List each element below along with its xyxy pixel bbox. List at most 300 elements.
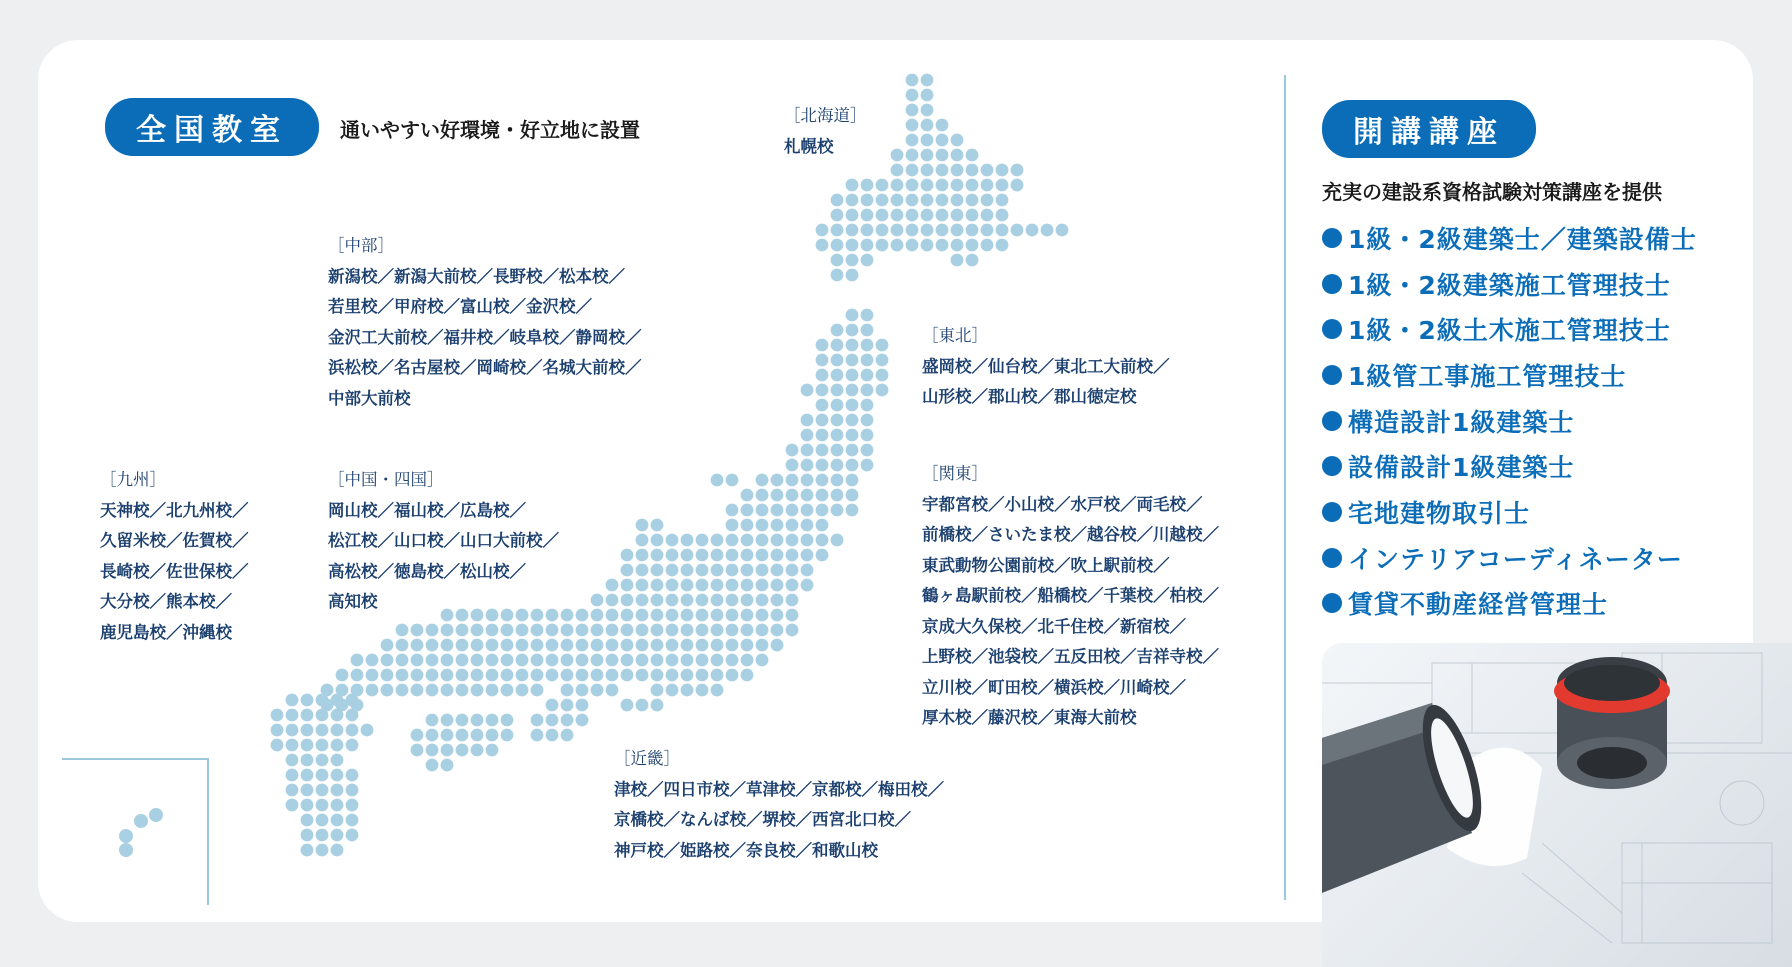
map-dot: [606, 594, 619, 607]
map-dot: [426, 654, 439, 667]
map-dot: [756, 534, 769, 547]
map-dot: [846, 504, 859, 517]
map-dot: [666, 564, 679, 577]
map-dot: [531, 624, 544, 637]
map-dot: [396, 669, 409, 682]
map-dot: [696, 684, 709, 697]
map-dot: [741, 534, 754, 547]
map-dot: [921, 209, 934, 222]
map-dot: [921, 224, 934, 237]
map-dot: [576, 699, 589, 712]
map-dot: [846, 474, 859, 487]
map-dot: [846, 414, 859, 427]
region-kanto: [922, 459, 1219, 734]
map-dot: [301, 754, 314, 767]
map-dot: [411, 744, 424, 757]
map-dot: [456, 654, 469, 667]
map-dot: [831, 339, 844, 352]
map-dot: [816, 549, 829, 562]
map-dot: [831, 429, 844, 442]
map-dot: [546, 729, 559, 742]
map-dot: [486, 744, 499, 757]
map-dot: [456, 624, 469, 637]
map-dot: [381, 639, 394, 652]
map-dot: [636, 534, 649, 547]
region-name: ［九州］: [100, 470, 166, 489]
map-dot: [771, 564, 784, 577]
map-dot: [861, 179, 874, 192]
map-dot: [801, 504, 814, 517]
course-label: 宅地建物取引士: [1348, 498, 1531, 528]
map-dot: [486, 639, 499, 652]
map-dot: [846, 354, 859, 367]
map-dot: [906, 179, 919, 192]
map-dot: [396, 624, 409, 637]
map-dot: [711, 654, 724, 667]
map-dot: [786, 594, 799, 607]
map-dot: [591, 639, 604, 652]
map-dot: [771, 519, 784, 532]
map-dot: [636, 549, 649, 562]
map-dot: [921, 179, 934, 192]
map-dot: [286, 709, 299, 722]
map-dot: [891, 164, 904, 177]
map-dot: [861, 339, 874, 352]
map-dot: [831, 444, 844, 457]
map-dot: [831, 459, 844, 472]
map-dot: [831, 399, 844, 412]
map-dot: [756, 489, 769, 502]
course-item: [1322, 352, 1697, 398]
map-dot: [741, 564, 754, 577]
map-dot: [381, 684, 394, 697]
map-dot: [996, 209, 1009, 222]
map-dot: [531, 684, 544, 697]
region-name: ［関東］: [922, 464, 988, 483]
map-dot: [351, 669, 364, 682]
map-dot: [786, 579, 799, 592]
classroom-subtitle: 通いやすい好環境・好立地に設置: [340, 118, 640, 142]
map-dot: [286, 769, 299, 782]
map-dot: [301, 769, 314, 782]
blueprint-illustration: [1322, 643, 1792, 967]
map-dot: [771, 639, 784, 652]
map-dot: [951, 134, 964, 147]
map-dot: [981, 179, 994, 192]
region-name: ［北海道］: [784, 106, 867, 125]
map-dot: [951, 194, 964, 207]
map-dot: [906, 74, 919, 87]
region-name: ［近畿］: [614, 749, 680, 768]
map-dot: [471, 714, 484, 727]
map-dot: [471, 669, 484, 682]
map-dot: [831, 194, 844, 207]
map-dot: [486, 729, 499, 742]
map-dot: [696, 549, 709, 562]
map-dot: [771, 489, 784, 502]
map-dot: [316, 829, 329, 842]
map-dot: [891, 224, 904, 237]
map-dot: [711, 624, 724, 637]
map-dot: [771, 549, 784, 562]
map-dot: [831, 324, 844, 337]
school-row: 金沢工大前校／福井校／岐阜校／静岡校／: [328, 327, 642, 347]
map-dot: [681, 624, 694, 637]
map-dot: [846, 194, 859, 207]
map-dot: [441, 624, 454, 637]
map-dot: [816, 429, 829, 442]
map-dot: [516, 684, 529, 697]
map-dot: [816, 384, 829, 397]
map-dot: [666, 624, 679, 637]
map-dot: [846, 399, 859, 412]
map-dot: [316, 814, 329, 827]
map-dot: [846, 489, 859, 502]
bullet-icon: [1322, 274, 1342, 294]
map-dot: [426, 624, 439, 637]
map-dot: [696, 564, 709, 577]
school-row: 高松校／徳島校／松山校／: [328, 561, 526, 581]
map-dot: [771, 594, 784, 607]
map-dot: [591, 684, 604, 697]
map-dot: [301, 784, 314, 797]
map-dot: [831, 534, 844, 547]
map-dot: [636, 699, 649, 712]
map-dot: [771, 579, 784, 592]
map-dot: [831, 239, 844, 252]
map-dot: [286, 724, 299, 737]
map-dot: [486, 669, 499, 682]
map-dot: [576, 684, 589, 697]
map-dot: [741, 579, 754, 592]
map-dot: [876, 179, 889, 192]
map-dot: [636, 639, 649, 652]
map-dot: [426, 669, 439, 682]
map-dot: [531, 639, 544, 652]
map-dot: [996, 164, 1009, 177]
map-dot: [786, 474, 799, 487]
map-dot: [996, 194, 1009, 207]
map-dot: [606, 669, 619, 682]
map-dot: [861, 254, 874, 267]
map-dot: [681, 684, 694, 697]
map-dot: [316, 724, 329, 737]
map-dot: [516, 669, 529, 682]
region-name: ［中部］: [328, 236, 394, 255]
map-dot: [921, 239, 934, 252]
map-dot: [366, 684, 379, 697]
map-dot: [951, 164, 964, 177]
course-item: [1322, 443, 1697, 489]
map-dot: [666, 654, 679, 667]
map-dot: [726, 579, 739, 592]
map-dot: [861, 369, 874, 382]
map-dot: [331, 694, 344, 707]
map-dot: [301, 709, 314, 722]
map-dot: [726, 594, 739, 607]
map-dot: [816, 399, 829, 412]
map-dot: [606, 639, 619, 652]
map-dot: [681, 549, 694, 562]
region-name: ［東北］: [922, 326, 988, 345]
school-row: 山形校／郡山校／郡山徳定校: [922, 387, 1137, 406]
map-dot: [316, 769, 329, 782]
map-dot: [501, 624, 514, 637]
map-dot: [316, 784, 329, 797]
course-item: [1322, 535, 1697, 581]
map-dot: [621, 549, 634, 562]
map-dot: [726, 564, 739, 577]
map-dot: [816, 474, 829, 487]
map-dot: [876, 369, 889, 382]
map-dot: [576, 714, 589, 727]
map-dot: [831, 254, 844, 267]
map-dot: [346, 829, 359, 842]
map-dot: [1011, 179, 1024, 192]
map-dot: [726, 534, 739, 547]
map-dot: [606, 684, 619, 697]
map-dot: [921, 89, 934, 102]
map-dot: [741, 519, 754, 532]
map-dot: [286, 754, 299, 767]
school-row: 立川校／町田校／横浜校／川崎校／: [922, 677, 1186, 697]
map-dot: [396, 639, 409, 652]
map-dot: [921, 74, 934, 87]
map-dot: [666, 534, 679, 547]
map-dot: [456, 684, 469, 697]
map-dot: [771, 474, 784, 487]
map-dot: [981, 224, 994, 237]
map-dot: [426, 729, 439, 742]
tube-cap: [1554, 657, 1670, 789]
map-dot: [441, 714, 454, 727]
map-dot: [561, 639, 574, 652]
school-row: 長崎校／佐世保校／: [100, 561, 249, 581]
map-dot: [1011, 224, 1024, 237]
map-dot: [471, 639, 484, 652]
map-dot: [316, 799, 329, 812]
map-dot: [346, 769, 359, 782]
map-dot: [711, 609, 724, 622]
bullet-icon: [1322, 365, 1342, 385]
map-dot: [801, 414, 814, 427]
map-dot: [331, 724, 344, 737]
classroom-badge: 全国教室: [105, 98, 319, 156]
map-dot: [471, 624, 484, 637]
map-dot: [561, 729, 574, 742]
school-row: 中部大前校: [328, 388, 411, 408]
map-dot: [696, 639, 709, 652]
map-dot: [396, 654, 409, 667]
map-dot: [286, 739, 299, 752]
map-dot: [606, 624, 619, 637]
map-dot: [936, 224, 949, 237]
map-dot: [951, 179, 964, 192]
map-dot: [486, 624, 499, 637]
map-dot: [891, 239, 904, 252]
map-dot: [906, 134, 919, 147]
map-dot: [711, 549, 724, 562]
course-label: 構造設計1級建築士: [1348, 407, 1575, 437]
map-dot: [426, 714, 439, 727]
map-dot: [636, 579, 649, 592]
map-dot: [561, 654, 574, 667]
map-dot: [951, 224, 964, 237]
map-dot: [741, 609, 754, 622]
bullet-icon: [1322, 228, 1342, 248]
map-dot: [846, 179, 859, 192]
map-dot: [741, 504, 754, 517]
bullet-icon: [1322, 319, 1342, 339]
map-dot: [576, 609, 589, 622]
map-dot: [301, 799, 314, 812]
map-dot: [861, 414, 874, 427]
school-row: 鶴ヶ島駅前校／船橋校／千葉校／柏校／: [922, 586, 1219, 605]
map-dot: [696, 579, 709, 592]
map-dot: [951, 239, 964, 252]
school-row: 前橋校／さいたま校／越谷校／川越校／: [922, 525, 1219, 544]
map-dot: [861, 209, 874, 222]
map-dot: [561, 684, 574, 697]
map-dot: [651, 669, 664, 682]
map-dot: [651, 639, 664, 652]
map-dot: [301, 724, 314, 737]
course-label: 設備設計1級建築士: [1348, 453, 1575, 483]
map-dot: [786, 624, 799, 637]
region-name: ［中国・四国］: [328, 470, 444, 489]
map-dot: [876, 224, 889, 237]
map-dot: [411, 669, 424, 682]
map-dot: [561, 609, 574, 622]
map-dot: [426, 744, 439, 757]
map-dot: [316, 709, 329, 722]
map-dot: [621, 654, 634, 667]
map-dot: [501, 684, 514, 697]
map-dot: [711, 639, 724, 652]
map-dot: [756, 609, 769, 622]
map-dot: [531, 729, 544, 742]
map-dot: [471, 729, 484, 742]
map-dot: [561, 699, 574, 712]
map-dot: [636, 519, 649, 532]
map-dot: [331, 739, 344, 752]
map-dot: [771, 609, 784, 622]
map-dot: [411, 684, 424, 697]
map-dot: [501, 654, 514, 667]
map-dot: [331, 814, 344, 827]
map-dot: [651, 654, 664, 667]
map-dot: [696, 534, 709, 547]
decorative-dot: [119, 843, 133, 857]
map-dot: [621, 669, 634, 682]
map-dot: [861, 459, 874, 472]
map-dot: [1056, 224, 1069, 237]
map-dot: [861, 444, 874, 457]
courses-badge: 開講講座: [1322, 100, 1536, 158]
map-dot: [301, 814, 314, 827]
map-dot: [546, 639, 559, 652]
map-dot: [816, 489, 829, 502]
map-dot: [486, 684, 499, 697]
school-row: 札幌校: [784, 136, 834, 156]
map-dot: [696, 609, 709, 622]
map-dot: [316, 844, 329, 857]
map-dot: [786, 534, 799, 547]
map-dot: [651, 519, 664, 532]
map-dot: [651, 699, 664, 712]
map-dot: [831, 489, 844, 502]
school-row: 浜松校／名古屋校／岡崎校／名城大前校／: [328, 358, 642, 377]
map-dot: [711, 594, 724, 607]
map-dot: [846, 324, 859, 337]
course-item: [1322, 215, 1697, 261]
map-dot: [936, 119, 949, 132]
map-dot: [286, 799, 299, 812]
map-dot: [906, 149, 919, 162]
school-row: 久留米校／佐賀校／: [100, 531, 249, 550]
map-dot: [681, 594, 694, 607]
map-dot: [606, 609, 619, 622]
map-dot: [861, 224, 874, 237]
map-dot: [741, 594, 754, 607]
map-dot: [331, 829, 344, 842]
region-hokkaido: [784, 101, 867, 162]
map-dot: [651, 594, 664, 607]
map-dot: [681, 639, 694, 652]
map-dot: [366, 654, 379, 667]
map-dot: [726, 474, 739, 487]
map-dot: [696, 624, 709, 637]
map-dot: [861, 194, 874, 207]
school-row: 若里校／甲府校／富山校／金沢校／: [328, 297, 592, 316]
courses-lead: 充実の建設系資格試験対策講座を提供: [1322, 180, 1662, 204]
map-dot: [801, 384, 814, 397]
school-row: 岡山校／福山校／広島校／: [328, 500, 526, 520]
map-dot: [501, 729, 514, 742]
section-divider: [1284, 75, 1286, 900]
map-dot: [756, 579, 769, 592]
map-dot: [936, 179, 949, 192]
map-dot: [271, 709, 284, 722]
map-dot: [906, 224, 919, 237]
map-dot: [681, 579, 694, 592]
bullet-icon: [1322, 411, 1342, 431]
map-dot: [861, 309, 874, 322]
map-dot: [271, 739, 284, 752]
course-label: 賃貸不動産経営管理士: [1348, 590, 1609, 620]
map-dot: [711, 684, 724, 697]
map-dot: [456, 669, 469, 682]
map-dot: [816, 534, 829, 547]
decorative-dot: [134, 814, 148, 828]
map-dot: [726, 669, 739, 682]
map-dot: [381, 669, 394, 682]
map-dot: [786, 519, 799, 532]
map-dot: [456, 714, 469, 727]
map-dot: [456, 639, 469, 652]
course-label: 1級・2級建築士／建築設備士: [1348, 224, 1697, 254]
map-dot: [831, 384, 844, 397]
course-item: [1322, 489, 1697, 535]
map-dot: [346, 799, 359, 812]
map-dot: [966, 194, 979, 207]
map-dot: [966, 254, 979, 267]
map-dot: [801, 534, 814, 547]
map-dot: [741, 549, 754, 562]
school-row: 宇都宮校／小山校／水戸校／両毛校／: [922, 494, 1203, 514]
map-dot: [271, 724, 284, 737]
course-list: [1322, 215, 1697, 626]
